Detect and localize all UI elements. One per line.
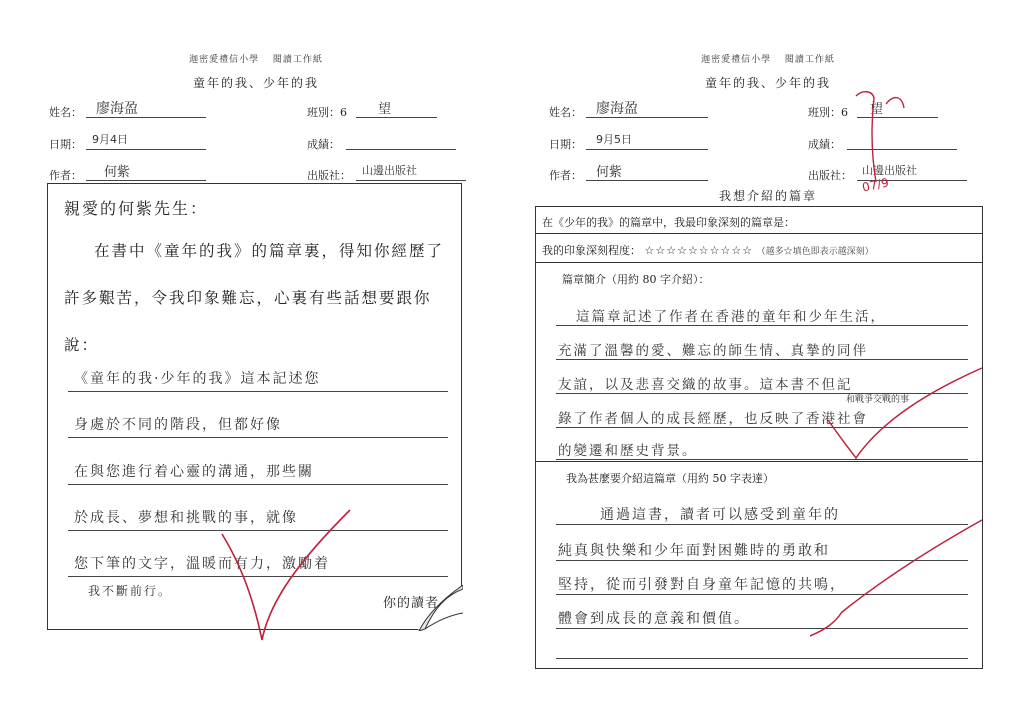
- writing-line: [556, 459, 968, 460]
- impression-row: [542, 242, 874, 258]
- writing-line: [556, 560, 968, 561]
- writing-line: [556, 427, 968, 428]
- worksheet-title: 童年的我、少年的我: [192, 76, 319, 90]
- grade-label: 成績：: [808, 138, 841, 151]
- handwritten-line: 於成長、夢想和挑戰的事，就像: [74, 510, 298, 526]
- letter-salutation: 親愛的何紫先生：: [64, 199, 209, 218]
- handwritten-line: 身處於不同的階段，但都好像: [74, 417, 282, 433]
- class-line: [356, 101, 437, 118]
- writing-line: [68, 437, 448, 438]
- handwritten-line: 通過這書，讀者可以感受到童年的: [600, 507, 840, 523]
- writing-line: [68, 576, 448, 577]
- author-value: 何紫: [596, 165, 623, 180]
- summary-insertion: 和戰爭交戰的事: [846, 395, 910, 405]
- handwritten-line: 友誼，以及悲喜交織的故事。這本書不但記: [558, 377, 853, 393]
- impression-box: [535, 233, 983, 263]
- grade-line: [346, 133, 456, 150]
- publisher-label: 出版社：: [307, 169, 351, 182]
- handwritten-line: 在與您進行着心靈的溝通，那些關: [74, 464, 314, 480]
- writing-line: [556, 524, 968, 525]
- publisher-value: 山邊出版社: [362, 164, 417, 177]
- author-label: 作者：: [549, 169, 582, 182]
- handwritten-line: 的變遷和歷史背景。: [558, 443, 698, 459]
- publisher-label: 出版社：: [808, 169, 852, 182]
- handwritten-line: 充滿了溫馨的愛、難忘的師生情、真摯的同伴: [558, 343, 868, 359]
- writing-line: [68, 484, 448, 485]
- summary-box: [535, 262, 983, 462]
- class-label: 班別：6: [808, 106, 848, 119]
- worksheet-title: 童年的我、少年的我: [704, 76, 831, 90]
- name-label: 姓名：: [49, 106, 82, 119]
- writing-line: [556, 325, 968, 326]
- class-value: 望: [870, 102, 884, 117]
- impression-label: 我的印象深刻程度：: [542, 244, 641, 257]
- date-value: 9月4日: [92, 133, 128, 146]
- school-header: 迦密愛禮信小學 閱讀工作紙: [189, 55, 323, 65]
- star-rating: ☆☆☆☆☆☆☆☆☆☆: [644, 244, 754, 257]
- section-title: 我想介紹的篇章: [718, 189, 817, 203]
- class-label: 班別：6: [307, 106, 347, 119]
- handwritten-line: 堅持，從而引發對自身童年記憶的共鳴，: [558, 577, 846, 593]
- date-label: 日期：: [549, 138, 582, 151]
- handwritten-line: 體會到成長的意義和價值。: [558, 611, 750, 627]
- handwritten-line: 這篇章記述了作者在香港的童年和少年生活，: [576, 309, 886, 325]
- handwritten-line: 純真與快樂和少年面對困難時的勇敢和: [558, 543, 830, 559]
- author-value: 何紫: [104, 165, 131, 180]
- handwritten-line: 您下筆的文字，溫暖而有力，激勵着: [74, 556, 330, 572]
- chapter-prompt: 在《少年的我》的篇章中，我最印象深刻的篇章是：: [542, 216, 795, 229]
- reason-box: [535, 461, 983, 669]
- handwritten-line: 錄了作者個人的成長經歷，也反映了香港社會: [558, 411, 868, 427]
- author-label: 作者：: [49, 169, 82, 182]
- letter-box: [47, 183, 462, 630]
- writing-line: [556, 658, 968, 659]
- date-value: 9月5日: [596, 133, 632, 146]
- writing-line: [556, 359, 968, 360]
- handwritten-line: 我不斷前行。: [88, 584, 173, 598]
- letter-signature: 你的讀者: [382, 596, 439, 611]
- right-worksheet: [512, 0, 1024, 724]
- writing-line: [68, 391, 448, 392]
- reason-label: 我為甚麼要介紹這篇章（用約 50 字表達）: [566, 472, 774, 485]
- grade-line: [847, 133, 957, 150]
- letter-prompt: 在書中《童年的我》的篇章裏，得知你經歷了許多艱苦，令我印象難忘，心裏有些話想要跟你說：: [64, 242, 445, 354]
- page-curl-icon: [417, 585, 463, 631]
- date-label: 日期：: [49, 138, 82, 151]
- star-hint: （越多☆填色即表示越深刻）: [756, 247, 874, 257]
- writing-line: [68, 530, 448, 531]
- teacher-mark: 07/9: [860, 175, 891, 195]
- writing-line: [556, 628, 968, 629]
- chapter-prompt-box: [535, 206, 983, 234]
- handwritten-line: 《童年的我·少年的我》這本記述您: [74, 371, 321, 387]
- school-header: 迦密愛禮信小學 閱讀工作紙: [701, 55, 835, 65]
- name-label: 姓名：: [549, 106, 582, 119]
- name-value: 廖海盈: [96, 101, 138, 117]
- writing-line: [556, 594, 968, 595]
- publisher-value: 山邊出版社: [862, 164, 917, 177]
- name-value: 廖海盈: [596, 101, 638, 117]
- grade-label: 成績：: [307, 138, 340, 151]
- summary-label: 篇章簡介（用約 80 字介紹）：: [562, 273, 710, 286]
- class-value: 望: [378, 102, 392, 117]
